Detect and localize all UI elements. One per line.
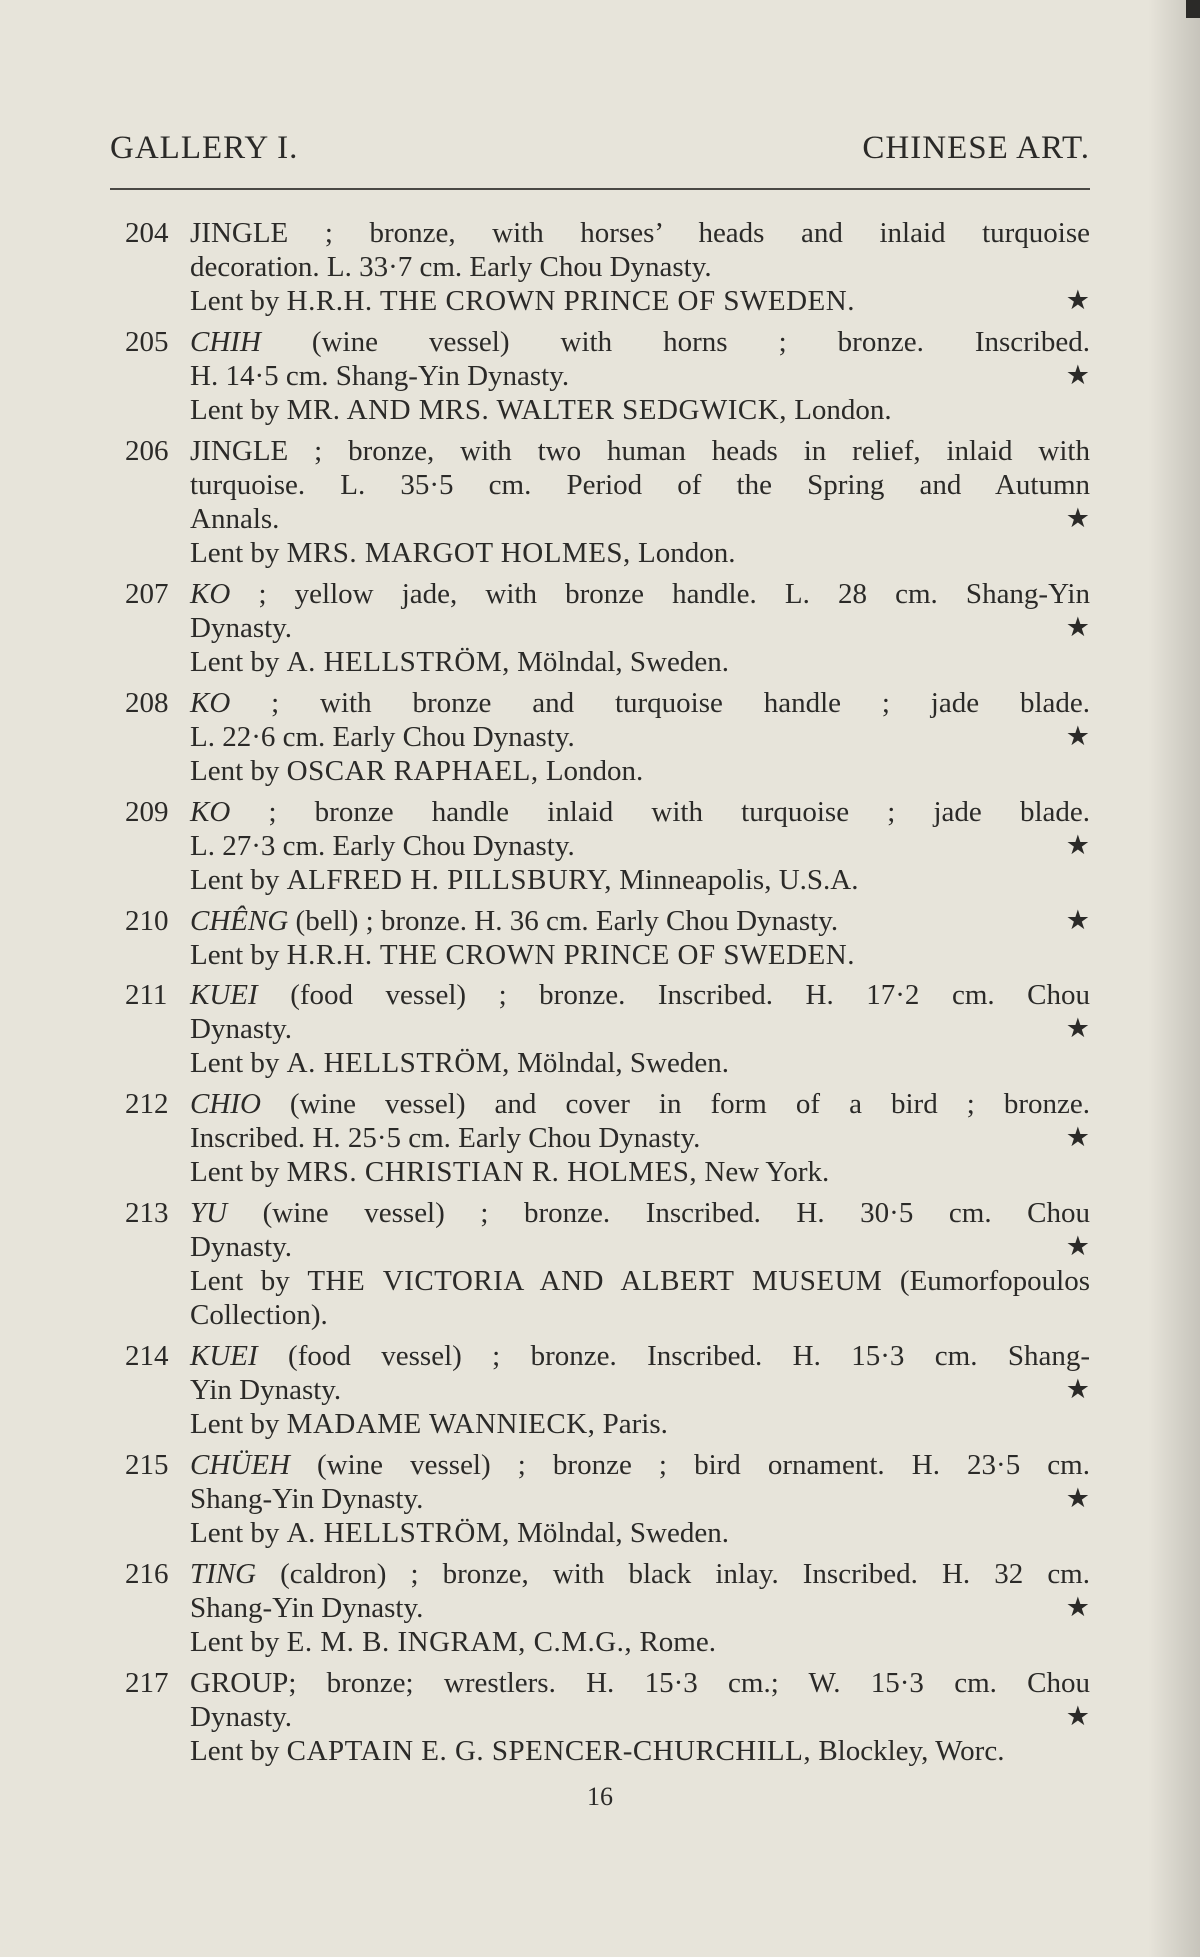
entry-desc: ; bronze handle inlaid with turquoise ; jade blade. (230, 796, 1090, 828)
entry-number: 213 (125, 1197, 169, 1229)
lender-name: ALFRED H. PILLSBURY, (286, 864, 612, 896)
running-head-section: CHINESE ART. (862, 130, 1090, 166)
entry-desc: (food vessel) ; bronze. Inscribed. H. 15·3 cm. Shang- (257, 1340, 1090, 1372)
running-head-gallery: GALLERY I. (110, 130, 299, 166)
entry-lender-line (190, 1407, 1090, 1441)
entry-desc-line (190, 720, 1090, 754)
entry-desc-line (190, 1666, 1090, 1700)
entry-desc-line (190, 829, 1090, 863)
entry-desc-line (190, 1591, 1090, 1625)
lender-prefix: Lent by (190, 1517, 287, 1549)
lender-prefix: Lent by (190, 1265, 308, 1297)
lender-name: MRS. MARGOT HOLMES, (286, 537, 631, 569)
entry-number: 204 (125, 217, 169, 249)
entry-desc-line (190, 1448, 1090, 1482)
entry-lender-line: Collection). (190, 1299, 328, 1331)
lender-name: E. M. B. INGRAM, C.M.G., (286, 1626, 633, 1658)
entry-lender-line (190, 645, 1090, 679)
entry-desc: ; bronze, with two human heads in relief, inlaid with (288, 435, 1090, 467)
lender-prefix: Lent by (190, 1735, 287, 1767)
entry-number: 208 (125, 687, 169, 719)
entry-title: YU (190, 1197, 228, 1229)
entry-desc: Yin Dynasty. (190, 1374, 342, 1406)
star-icon: ★ (1065, 503, 1090, 534)
entry-desc-line: turquoise. L. 35·5 cm. Period of the Spring and Autumn (190, 469, 1090, 501)
entry-number: 209 (125, 796, 169, 828)
lender-name: A. HELLSTRÖM, (286, 646, 510, 678)
star-icon: ★ (1065, 1483, 1090, 1514)
lender-prefix: Lent by (190, 537, 287, 569)
entry-number: 207 (125, 578, 169, 610)
star-icon: ★ (1065, 1122, 1090, 1153)
entry-title: KO (190, 687, 231, 719)
entry-desc-line (190, 1373, 1090, 1407)
entry-desc-line (190, 1700, 1090, 1734)
star-icon: ★ (1065, 721, 1090, 752)
entry-lender-line (190, 284, 1090, 318)
lender-place: Mölndal, Sweden. (509, 1517, 729, 1549)
entry-lender-line (190, 754, 1090, 788)
star-icon: ★ (1065, 1374, 1090, 1405)
entry-desc-line (190, 1196, 1090, 1230)
entry-desc-line (190, 1012, 1090, 1046)
star-icon: ★ (1065, 612, 1090, 643)
lender-name: A. HELLSTRÖM, (286, 1047, 510, 1079)
entry-desc-line (190, 434, 1090, 468)
lender-place: London. (538, 755, 644, 787)
entry-number: 206 (125, 435, 169, 467)
entry-desc: (wine vessel) ; bronze. Inscribed. H. 30·5 cm. Chou (227, 1197, 1090, 1229)
entry-lender-line (190, 1734, 1090, 1768)
entry-desc-line (190, 359, 1090, 393)
lender-place: London. (786, 394, 892, 426)
entry-number: 217 (125, 1667, 169, 1699)
lender-prefix: Lent by (190, 1156, 287, 1188)
page-corner-mark (1186, 0, 1200, 18)
lender-name: H.R.H. THE CROWN PRINCE OF SWEDEN. (286, 939, 855, 971)
entry-number: 216 (125, 1558, 169, 1590)
entry-title: TING (190, 1558, 257, 1590)
lender-place: London. (630, 537, 736, 569)
entry-desc-line (190, 216, 1090, 250)
lender-name: CAPTAIN E. G. SPENCER-CHURCHILL, (286, 1735, 812, 1767)
lender-name: THE VICTORIA AND ALBERT MUSEUM (307, 1265, 883, 1297)
entry-desc: Dynasty. (190, 1701, 293, 1733)
entry-desc-line (190, 1230, 1090, 1264)
entry-desc-line (190, 611, 1090, 645)
entry-desc-line (190, 904, 1090, 938)
page-number: 16 (587, 1782, 613, 1811)
lender-name: MADAME WANNIECK, (286, 1408, 596, 1440)
star-icon: ★ (1065, 1701, 1090, 1732)
lender-name: OSCAR RAPHAEL, (286, 755, 539, 787)
lender-prefix: Lent by (190, 646, 287, 678)
star-icon: ★ (1065, 830, 1090, 861)
entry-title: CHIH (190, 326, 261, 358)
entry-desc-line (190, 325, 1090, 359)
lender-place: Paris. (595, 1408, 668, 1440)
entry-number: 215 (125, 1449, 169, 1481)
entry-lender-line (190, 1155, 1090, 1189)
entry-desc: (caldron) ; bronze, with black inlay. Inscribed. H. 32 cm. (256, 1558, 1090, 1590)
entry-desc: H. 14·5 cm. Shang-Yin Dynasty. (190, 360, 570, 392)
entry-desc: Inscribed. H. 25·5 cm. Early Chou Dynasty. (190, 1122, 701, 1154)
entry-title: CHÜEH (190, 1449, 290, 1481)
entry-desc: (wine vessel) ; bronze ; bird ornament. H. 23·5 cm. (289, 1449, 1090, 1481)
entry-desc-line (190, 1339, 1090, 1373)
lender-place: New York. (697, 1156, 830, 1188)
lender-name: H.R.H. THE CROWN PRINCE OF SWEDEN. (286, 285, 855, 317)
entry-title: KO (190, 578, 231, 610)
entry-desc-line: decoration. L. 33·7 cm. Early Chou Dynasty. (190, 251, 712, 283)
entry-title: JINGLE (190, 217, 289, 249)
entry-number: 214 (125, 1340, 169, 1372)
entry-title: GROUP (190, 1667, 289, 1699)
entry-desc: ; bronze; wrestlers. H. 15·3 cm.; W. 15·3 cm. Chou (288, 1667, 1090, 1699)
lender-prefix: Lent by (190, 755, 287, 787)
entry-number: 205 (125, 326, 169, 358)
entry-title: CHÊNG (190, 905, 289, 937)
lender-place: Minneapolis, U.S.A. (611, 864, 859, 896)
star-icon: ★ (1065, 905, 1090, 936)
lender-prefix: Lent by (190, 394, 287, 426)
entry-desc: L. 27·3 cm. Early Chou Dynasty. (190, 830, 575, 862)
entry-desc-line (190, 1121, 1090, 1155)
lender-name: A. HELLSTRÖM, (286, 1517, 510, 1549)
entry-desc-line (190, 577, 1090, 611)
entry-desc-line (190, 1482, 1090, 1516)
entry-title: CHIO (190, 1088, 261, 1120)
lender-place: Rome. (632, 1626, 716, 1658)
entry-desc: (wine vessel) and cover in form of a bird ; bronze. (260, 1088, 1090, 1120)
entry-desc-line (190, 795, 1090, 829)
entry-number: 212 (125, 1088, 169, 1120)
entry-lender-line (190, 1046, 1090, 1080)
entry-desc: Annals. (190, 503, 280, 535)
entry-desc: ; bronze, with horses’ heads and inlaid turquoise (288, 217, 1090, 249)
entry-desc-line (190, 1557, 1090, 1591)
star-icon: ★ (1065, 285, 1090, 316)
lender-name: MRS. CHRISTIAN R. HOLMES, (286, 1156, 698, 1188)
entry-desc: (wine vessel) with horns ; bronze. Inscribed. (260, 326, 1090, 358)
entry-desc: (bell) ; bronze. H. 36 cm. Early Chou Dynasty. (288, 905, 839, 937)
entry-lender-line (190, 863, 1090, 897)
running-head (110, 130, 1090, 172)
lender-place: Mölndal, Sweden. (509, 1047, 729, 1079)
lender-place: Mölndal, Sweden. (509, 646, 729, 678)
header-rule (110, 188, 1090, 190)
entry-number: 211 (125, 979, 168, 1011)
star-icon: ★ (1065, 1592, 1090, 1623)
star-icon: ★ (1065, 1231, 1090, 1262)
entry-desc-line (190, 1087, 1090, 1121)
entry-desc-line (190, 686, 1090, 720)
lender-prefix: Lent by (190, 1626, 287, 1658)
entry-number: 210 (125, 905, 169, 937)
lender-prefix: Lent by (190, 939, 287, 971)
entry-lender-line (190, 1516, 1090, 1550)
entry-title: KUEI (190, 979, 258, 1011)
lender-prefix: Lent by (190, 1047, 287, 1079)
star-icon: ★ (1065, 360, 1090, 391)
entry-lender-line (190, 1625, 1090, 1659)
entry-lender-line (190, 938, 1090, 972)
entry-title: KUEI (190, 1340, 258, 1372)
entry-lender-line (190, 1264, 1090, 1298)
entry-desc: Dynasty. (190, 1013, 293, 1045)
entry-desc: Dynasty. (190, 1231, 293, 1263)
lender-prefix: Lent by (190, 285, 287, 317)
lender-name: MR. AND MRS. WALTER SEDGWICK, (286, 394, 787, 426)
entry-desc-line (190, 978, 1090, 1012)
entry-desc: Dynasty. (190, 612, 293, 644)
entry-desc: ; with bronze and turquoise handle ; jade blade. (230, 687, 1090, 719)
entry-desc: L. 22·6 cm. Early Chou Dynasty. (190, 721, 575, 753)
entry-title: JINGLE (190, 435, 289, 467)
lender-place: (Eumorfopoulos (882, 1265, 1090, 1297)
entry-desc: (food vessel) ; bronze. Inscribed. H. 17·2 cm. Chou (257, 979, 1090, 1011)
entry-lender-line (190, 536, 1090, 570)
lender-prefix: Lent by (190, 864, 287, 896)
entry-desc: ; yellow jade, with bronze handle. L. 28 cm. Shang-Yin (230, 578, 1090, 610)
entry-lender-line (190, 393, 1090, 427)
page-edge-shadow (1148, 0, 1200, 1957)
star-icon: ★ (1065, 1013, 1090, 1044)
entry-desc: Shang-Yin Dynasty. (190, 1483, 424, 1515)
lender-place: Blockley, Worc. (811, 1735, 1005, 1767)
entry-title: KO (190, 796, 231, 828)
entry-desc: Shang-Yin Dynasty. (190, 1592, 424, 1624)
entry-desc-line (190, 502, 1090, 536)
lender-prefix: Lent by (190, 1408, 287, 1440)
